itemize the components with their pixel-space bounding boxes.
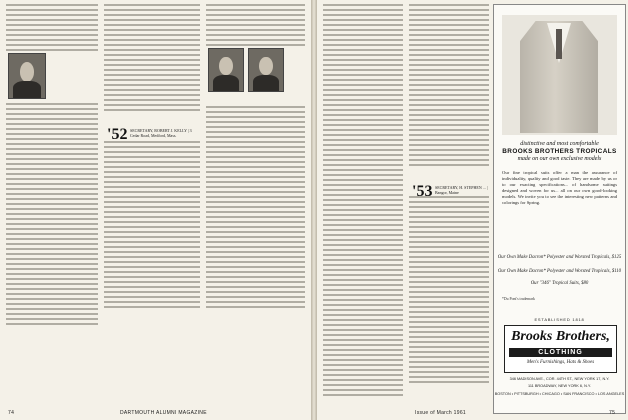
class-secretary-info-53: SECRETARY, H. STEPHEN ... | Bangor, Maine [435,185,488,195]
ad-price-1: Our Own Make Dacron* Polyester and Worsted Tropicals, $125 [497,255,622,260]
ad-address-2: 111 BROADWAY, NEW YORK 6, N.Y. [528,384,591,388]
right-page [317,0,628,420]
magazine-title: DARTMOUTH ALUMNI MAGAZINE [120,410,207,416]
logo-subtitle: Men's Furnishings, Hats & Shoes [526,360,595,365]
ad-price-3: Our "346" Tropical Suits, $80 [530,281,589,286]
ad-address-1: 346 MADISON AVE., COR. 44TH ST., NEW YORK 17, N.Y. [509,377,610,381]
right-page-number: 75 [609,410,616,416]
class-number-53: '53 [412,183,433,200]
class-number-52: '52 [107,126,128,143]
ad-headline-3: made on our own exclusive models [517,156,602,162]
ad-footnote: *Du Pont's trademark [502,297,535,301]
logo-name: Brooks Brothers, [511,329,610,344]
portrait-photo-center-right [248,48,284,92]
left-page-number: 74 [8,410,15,416]
logo-clothing-bar: CLOTHING [509,348,612,357]
ad-address-3: BOSTON • PITTSBURGH • CHICAGO • SAN FRANCISCO • LOS ANGELES [494,392,625,396]
brooks-brothers-advertisement [493,4,626,414]
ad-headline-1: distinctive and most comfortable [520,141,599,147]
brooks-brothers-logo [504,325,617,373]
ad-price-2: Our Own Make Dacron* Polyester and Worsted Tropicals, $110 [497,269,622,274]
portrait-photo-left [8,53,46,99]
right-column-1 [323,4,403,399]
ad-body-text: Our fine tropical suits offer a man the assurance of individuality, quality and good taste. They are made by us or to our exacting specifications... of handsome suitings designed and woven for us... all on our own good-looking models. We invite you to see the interesting new patterns and colorings for Spring. [502,170,617,205]
left-page [0,0,311,420]
portrait-photo-center-left [208,48,244,92]
class-secretary-info: SECRETARY, ROBERT J. KELLY | 3 Cedar Road, Medford, Mass. [130,128,192,138]
issue-date: Issue of March 1961 [415,410,467,416]
left-column-2 [104,4,200,311]
ad-headline-2: BROOKS BROTHERS TROPICALS [502,148,617,155]
ad-established: ESTABLISHED 1818 [534,317,585,322]
suit-jacket-illustration [502,15,617,135]
